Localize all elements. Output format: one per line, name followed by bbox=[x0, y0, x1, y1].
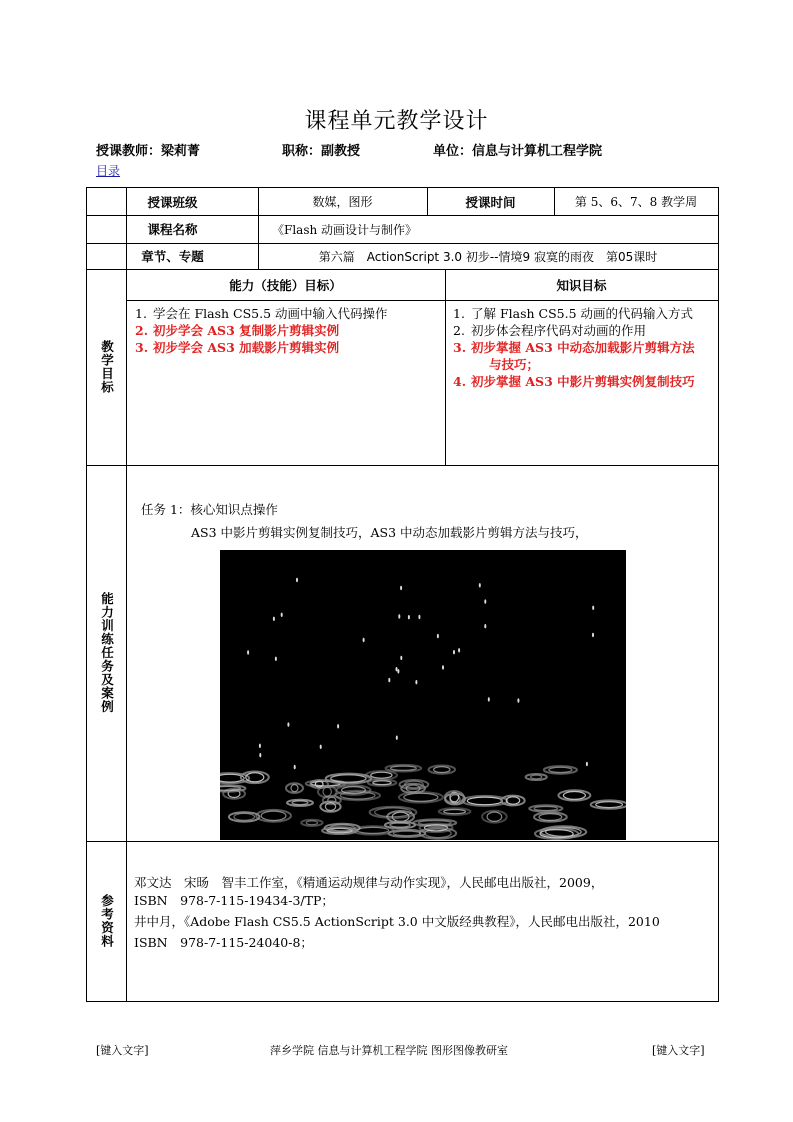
references-label: 参考资料 bbox=[99, 894, 115, 948]
rank-info: 职称：副教授 bbox=[282, 144, 361, 159]
ability-goals-list bbox=[135, 305, 440, 356]
ripple bbox=[261, 811, 286, 820]
raindrop bbox=[388, 678, 390, 682]
ability-goal-item bbox=[135, 322, 440, 339]
raindrop bbox=[484, 599, 486, 603]
knowledge-goal-item bbox=[453, 339, 715, 356]
ripple bbox=[323, 787, 331, 796]
knowledge-goal-item-number: 1. bbox=[453, 306, 465, 321]
raindrop bbox=[517, 698, 519, 702]
ripple bbox=[391, 766, 417, 770]
ripple bbox=[371, 772, 392, 778]
ability-goal-item bbox=[135, 339, 440, 356]
reference-line-1: 邓文达 宋旸 智丰工作室，《精通运动规律与动作实现》，人民邮电出版社，2009， bbox=[134, 875, 604, 890]
knowledge-goal-item-number: 3. bbox=[453, 340, 467, 355]
raindrop bbox=[408, 615, 410, 619]
raindrop bbox=[400, 586, 402, 590]
knowledge-goals-header: 知识目标 bbox=[556, 277, 607, 293]
rain-scene bbox=[220, 550, 626, 840]
ability-goal-item-number: 2. bbox=[135, 323, 149, 338]
task-description: AS3 中影片剪辑实例复制技巧，AS3 中动态加载影片剪辑方法与技巧， bbox=[191, 525, 588, 540]
raindrop bbox=[259, 744, 261, 748]
ability-goal-item-text: 学会在 Flash CS5.5 动画中输入代码操作 bbox=[153, 306, 388, 321]
raindrop bbox=[479, 583, 481, 587]
ripple bbox=[534, 807, 557, 811]
ripple bbox=[234, 813, 255, 820]
teacher-info: 授课教师：梁莉菁 bbox=[96, 144, 201, 159]
reference-line-4: ISBN 978-7-115-24040-8； bbox=[134, 935, 313, 950]
ripple bbox=[331, 775, 366, 782]
knowledge-goals-list bbox=[453, 305, 715, 390]
ability-goal-item-text: 初步学会 AS3 复制影片剪辑实例 bbox=[153, 323, 340, 338]
raindrop bbox=[418, 615, 420, 619]
rain-night-animation-preview bbox=[220, 550, 626, 840]
reference-line-3: 井中月，《Adobe Flash CS5.5 ActionScript 3.0 中文版经典教程》，人民邮电出版社，2010 bbox=[134, 914, 660, 929]
knowledge-goal-item-text: 初步体会程序代码对动画的作用 bbox=[471, 323, 647, 338]
task-title: 任务 1：核心知识点操作 bbox=[141, 502, 278, 517]
ability-goals-header: 能力（技能）目标） bbox=[229, 277, 342, 293]
ripple bbox=[596, 802, 623, 808]
raindrop bbox=[247, 650, 249, 654]
ability-goal-item-number: 3. bbox=[135, 340, 149, 355]
ripple bbox=[291, 785, 298, 792]
unit-info: 单位：信息与计算机工程学院 bbox=[433, 144, 603, 159]
ability-goal-item-text: 初步学会 AS3 加载影片剪辑实例 bbox=[153, 340, 340, 355]
ripple bbox=[467, 797, 502, 805]
knowledge-goal-item-number: 2. bbox=[453, 323, 465, 338]
raindrop bbox=[396, 667, 398, 671]
class-value: 数媒，图形 bbox=[312, 195, 373, 209]
raindrop bbox=[442, 665, 444, 669]
ripple bbox=[549, 767, 572, 772]
raindrop bbox=[586, 762, 588, 766]
toc-link[interactable]: 目录 bbox=[96, 164, 121, 178]
raindrop bbox=[296, 578, 298, 582]
ripple bbox=[434, 767, 450, 773]
chapter-label: 章节、专题 bbox=[141, 249, 204, 264]
raindrop bbox=[400, 656, 402, 660]
knowledge-goal-item bbox=[453, 356, 715, 373]
footer-right: [键入文字] bbox=[652, 1044, 705, 1057]
class-label: 授课班级 bbox=[147, 194, 198, 210]
ability-goal-item-number: 1. bbox=[135, 306, 147, 321]
knowledge-goal-item bbox=[453, 305, 715, 322]
training-tasks-label: 能力训练任务及案例 bbox=[99, 592, 115, 714]
footer-center: 萍乡学院 信息与计算机工程学院 图形图像教研室 bbox=[270, 1044, 508, 1057]
ability-goal-item bbox=[135, 305, 440, 322]
raindrop bbox=[273, 617, 275, 621]
raindrop bbox=[337, 724, 339, 728]
raindrop bbox=[484, 624, 486, 628]
knowledge-goal-item-text: 了解 Flash CS5.5 动画的代码输入方式 bbox=[471, 306, 694, 321]
raindrop bbox=[294, 765, 296, 769]
ripple bbox=[292, 801, 308, 805]
course-label: 课程名称 bbox=[147, 222, 198, 237]
knowledge-goal-item-text: 初步掌握 AS3 中影片剪辑实例复制技巧 bbox=[471, 374, 695, 389]
ripple bbox=[506, 797, 519, 804]
raindrop bbox=[488, 697, 490, 701]
raindrop bbox=[259, 753, 261, 757]
ripple bbox=[393, 831, 420, 836]
raindrop bbox=[415, 680, 417, 684]
raindrop bbox=[592, 633, 594, 637]
raindrop bbox=[397, 669, 399, 673]
raindrop bbox=[458, 648, 460, 652]
ripple bbox=[306, 821, 317, 825]
ripple bbox=[404, 793, 438, 801]
raindrop bbox=[281, 613, 283, 617]
raindrop bbox=[320, 745, 322, 749]
ripple bbox=[563, 792, 585, 800]
time-label: 授课时间 bbox=[465, 194, 516, 210]
ripple bbox=[531, 775, 542, 779]
ripple bbox=[373, 781, 391, 785]
ripple bbox=[357, 827, 389, 833]
course-design-table bbox=[86, 187, 719, 1002]
knowledge-goal-item-text: 初步掌握 AS3 中动态加载影片剪辑方法 bbox=[471, 340, 695, 355]
raindrop bbox=[453, 650, 455, 654]
ripple bbox=[444, 810, 466, 814]
raindrop bbox=[396, 736, 398, 740]
knowledge-goal-item-number: 4. bbox=[453, 374, 467, 389]
knowledge-goal-item bbox=[453, 373, 715, 390]
time-value: 第 5、6、7、8 教学周 bbox=[574, 195, 698, 209]
ripple bbox=[487, 812, 502, 821]
ripple bbox=[539, 814, 562, 821]
raindrop bbox=[275, 657, 277, 661]
footer-left: [键入文字] bbox=[96, 1044, 149, 1057]
raindrop bbox=[437, 634, 439, 638]
raindrop bbox=[363, 638, 365, 642]
knowledge-goal-item bbox=[453, 322, 715, 339]
document-title: 课程单元教学设计 bbox=[304, 109, 489, 134]
course-value: 《Flash 动画设计与制作》 bbox=[272, 222, 418, 237]
knowledge-goal-item-text: 与技巧； bbox=[489, 357, 540, 372]
raindrop bbox=[592, 606, 594, 610]
chapter-value: 第六篇 ActionScript 3.0 初步--情境9 寂寞的雨夜 第05课时 bbox=[318, 249, 658, 264]
raindrop bbox=[287, 722, 289, 726]
teaching-goals-label: 教学目标 bbox=[99, 340, 115, 394]
raindrop bbox=[398, 614, 400, 618]
reference-line-2: ISBN 978-7-115-19434-3/TP； bbox=[134, 893, 334, 908]
